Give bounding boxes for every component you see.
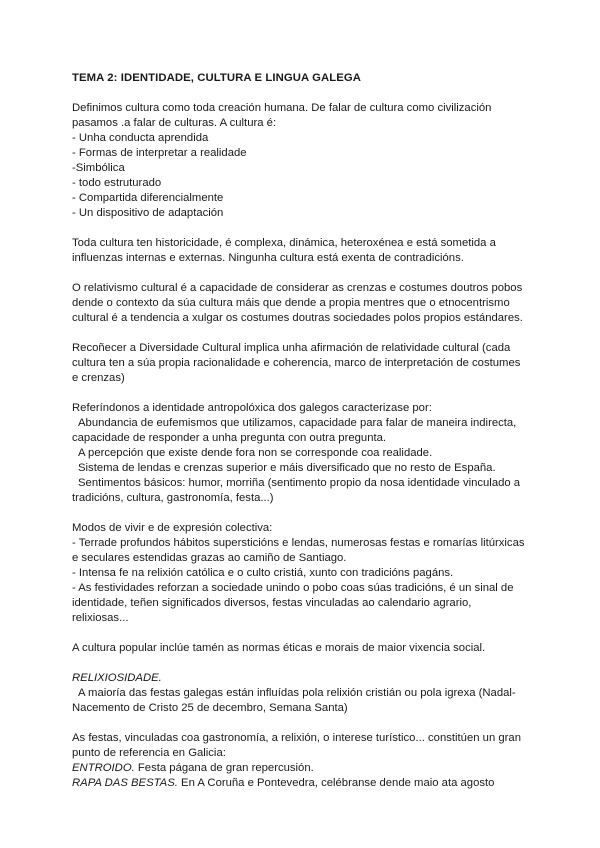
paragraph-identity (72, 401, 522, 506)
list-item: - Un dispositivo de adaptación (72, 207, 224, 219)
festival-description: En A Coruña e Pontevedra, celébranse dende maio ata agosto (177, 777, 495, 789)
paragraph-festivals (72, 731, 522, 791)
text-line: Nacemento de Cristo 25 de decembro, Semana Santa) (72, 702, 348, 714)
festival-label: ENTROIDO. (72, 762, 135, 774)
text-line: Referíndonos a identidade antropolóxica dos galegos caracterizase por: (72, 402, 432, 414)
document-title: TEMA 2: IDENTIDADE, CULTURA E LINGUA GALEGA (72, 72, 362, 84)
text-line: A cultura popular inclúe tamén as normas éticas e morais de maior vixencia social. (72, 642, 486, 654)
text-line: cultura ten a súa propia racionalidade e coherencia, marco de interpretación de costumes (72, 357, 521, 369)
list-item: - As festividades reforzan a sociedade unindo o pobo coas súas tradicións, é un sinal de (72, 582, 514, 594)
festival-label: RAPA DAS BESTAS. (72, 777, 178, 789)
list-item: - Terrade profundos hábitos supersticións e lendas, numerosas festas e romarías litúrxicas (72, 537, 525, 549)
text-line: pasamos .a falar de culturas. A cultura é: (72, 117, 277, 129)
list-item: Abundancia de eufemismos que utilizamos, capacidade para falar de maneira indirecta, (78, 417, 517, 429)
section-heading: RELIXIOSIDADE. (72, 672, 162, 684)
text-line: e seculares estendidas grazas ao camiño de Santiago. (72, 552, 347, 564)
text-line: A maioría das festas galegas están influídas pola relixión cristián ou pola igrexa (Nadal- (78, 687, 516, 699)
list-item: A percepción que existe dende fora non se corresponde coa realidade. (78, 447, 433, 459)
text-line: capacidade de responder a unha pregunta con outra pregunta. (72, 432, 387, 444)
paragraph-relativism (72, 281, 522, 326)
text-line: relixiosas... (72, 612, 129, 624)
text-line: tradicións, cultura, gastronomía, festa...) (72, 492, 274, 504)
text-line: dende o contexto da súa cultura máis que dende a propia mentres que o etnocentrismo (72, 297, 510, 309)
list-item: - Unha conducta aprendida (72, 132, 209, 144)
text-line: Modos de vivir e de expresión colectiva: (72, 522, 273, 534)
text-line: punto de referencia en Galicia: (72, 747, 226, 759)
list-item: -Simbólica (72, 162, 125, 174)
text-line: Definimos cultura como toda creación humana. De falar de cultura como civilización (72, 102, 492, 114)
paragraph-culture-definition (72, 101, 522, 221)
text-line: influenzas internas e externas. Ningunha cultura está exenta de contradicións. (72, 252, 464, 264)
list-item: Sistema de lendas e crenzas superior e máis diversificado que no resto de España. (78, 462, 496, 474)
paragraph-diversity (72, 341, 522, 386)
paragraph-ways-of-living (72, 521, 525, 626)
festival-entroido (72, 761, 522, 776)
text-line: cultural é a tendencia a xulgar os costumes doutras sociedades polos propios estándares. (72, 312, 523, 324)
list-item: - Intensa fe na relixión católica e o culto cristiá, xunto con tradicións pagáns. (72, 567, 454, 579)
list-item: - todo estruturado (72, 177, 162, 189)
list-item: - Compartida diferencialmente (72, 192, 224, 204)
document-body (72, 71, 525, 806)
paragraph-religiosity (72, 671, 522, 716)
text-line: e crenzas) (72, 372, 125, 384)
text-line: As festas, vinculadas coa gastronomía, a relixión, o interese turístico... constitúen un gran (72, 732, 521, 744)
paragraph-historicity (72, 236, 522, 266)
text-line: identidade, teñen significados diversos, festas vinculadas ao calendario agrario, (72, 597, 472, 609)
text-line: Recoñecer a Diversidade Cultural implica unha afirmación de relatividade cultural (cada (72, 342, 511, 354)
festival-rapa-das-bestas (72, 776, 522, 791)
list-item: Sentimentos básicos: humor, morriña (sentimento propio da nosa identidade vinculado a (78, 477, 521, 489)
list-item: - Formas de interpretar a realidade (72, 147, 247, 159)
paragraph-popular-culture (72, 641, 522, 656)
text-line: Toda cultura ten historicidade, é complexa, dinámica, heteroxénea e está sometida a (72, 237, 496, 249)
festival-description: Festa págana de gran repercusión. (134, 762, 314, 774)
text-line: O relativismo cultural é a capacidade de considerar as crenzas e costumes doutros pobos (72, 282, 523, 294)
